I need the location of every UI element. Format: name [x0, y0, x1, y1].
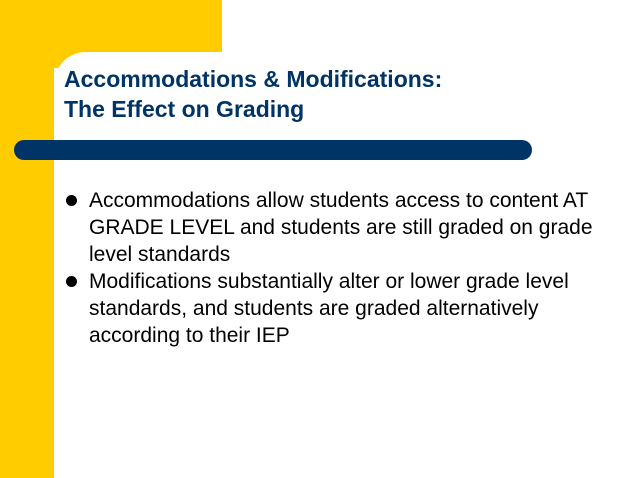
- bullet-text: Modifications substantially alter or lower grade level standards, and students are graded alternatively according to their IEP: [89, 270, 569, 347]
- bullet-text: Accommodations allow students access to content AT GRADE LEVEL and students are still graded on grade level standards: [89, 189, 593, 266]
- bullet-item-modifications: [64, 268, 604, 349]
- left-accent-bar: [0, 0, 54, 478]
- bullet-item-accommodations: [64, 187, 604, 268]
- title-divider-bar: [14, 140, 532, 160]
- bullet-list: [64, 187, 604, 349]
- bullet-dot-icon: [66, 276, 77, 287]
- title-line-2: The Effect on Grading: [64, 96, 305, 122]
- slide-title: [64, 64, 624, 124]
- bullet-dot-icon: [66, 195, 77, 206]
- title-line-1: Accommodations & Modifications:: [64, 66, 443, 92]
